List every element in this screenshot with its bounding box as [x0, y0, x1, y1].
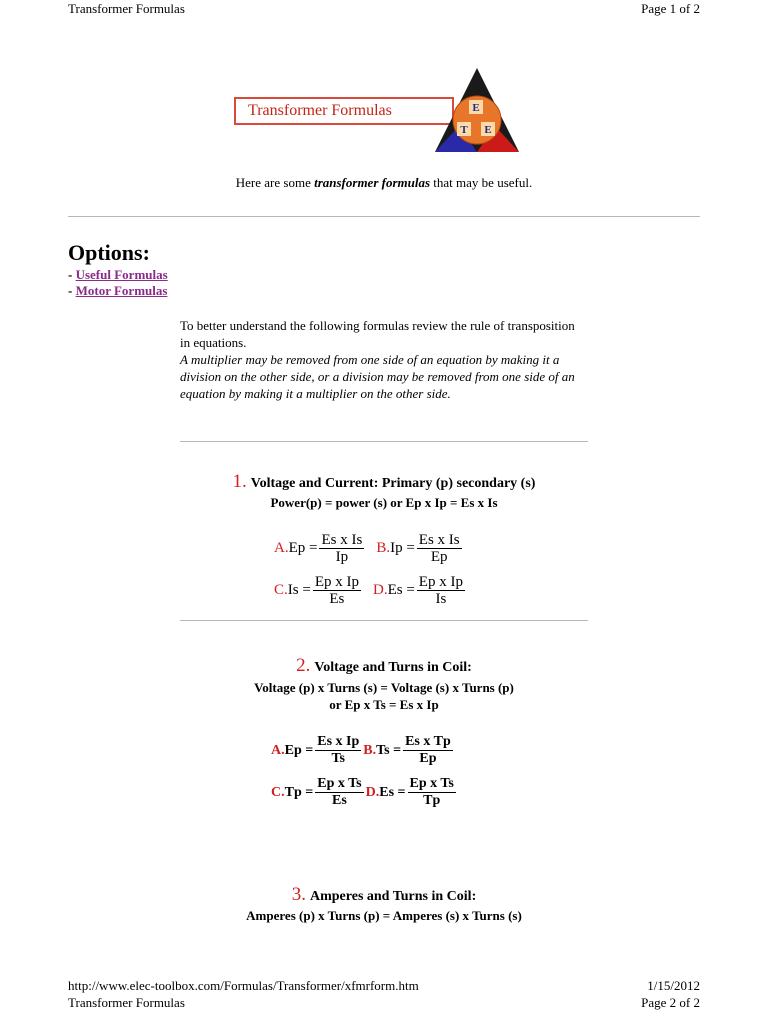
numerator: Es x Is — [418, 532, 460, 548]
numerator: Ep x Ip — [314, 574, 359, 590]
formula-lhs: Ip = — [390, 540, 415, 556]
footer-title: Transformer Formulas — [68, 995, 185, 1010]
formula-lhs: Is = — [287, 582, 311, 598]
denominator: Is — [435, 591, 447, 607]
section-2-subtitle-line2: or Ep x Ts = Es x Ip — [329, 697, 439, 712]
numerator: Ep x Ts — [409, 776, 454, 791]
page-header-title: Transformer Formulas — [68, 1, 185, 16]
formula-row — [271, 734, 455, 767]
formula-lhs: Ep = — [284, 742, 314, 758]
denominator: Es — [329, 591, 345, 607]
section-number: 1. — [232, 471, 247, 492]
formula-lhs: Ep = — [288, 540, 318, 556]
formula-lhs: Ts = — [376, 742, 402, 758]
logo-letter-e1: E — [472, 102, 480, 114]
logo-letter-t: T — [460, 124, 468, 136]
denominator: Ip — [335, 549, 349, 565]
fraction — [417, 574, 465, 607]
options-title: Options: — [68, 240, 150, 265]
footer-url: http://www.elec-toolbox.com/Formulas/Transformer/xfmrform.htm — [68, 978, 419, 993]
intro-emphasis: transformer formulas — [314, 175, 431, 190]
numerator: Es x Is — [321, 532, 363, 548]
section-2-subtitle-line1: Voltage (p) x Turns (s) = Voltage (s) x Turns (p) — [254, 680, 514, 695]
intro-after: that may be useful. — [430, 175, 533, 190]
fraction — [313, 574, 361, 607]
divider — [68, 216, 700, 217]
denominator: Ts — [331, 751, 345, 766]
denominator: Tp — [423, 793, 441, 808]
footer-date: 1/15/2012 — [647, 978, 700, 993]
option-bullet: - — [68, 267, 76, 282]
logo-text: Transformer Formulas — [248, 102, 392, 119]
section-title-text: Voltage and Turns in Coil: — [314, 660, 472, 675]
fraction — [315, 734, 361, 767]
section-2-title — [0, 655, 768, 677]
divider — [180, 441, 588, 442]
fraction — [315, 776, 363, 809]
logo-letter-e2: E — [484, 124, 492, 136]
numerator: Es x Ip — [317, 734, 360, 749]
section-number: 2. — [296, 655, 311, 676]
fraction — [403, 734, 453, 767]
fraction — [417, 532, 462, 565]
intro-text — [0, 175, 768, 191]
option-bullet: - — [68, 283, 76, 298]
logo-banner — [234, 97, 454, 125]
formula-label: A. — [274, 540, 289, 556]
section-3-subtitle: Amperes (p) x Turns (p) = Amperes (s) x Turns (s) — [246, 908, 522, 923]
numerator: Ep x Ip — [418, 574, 463, 590]
formula-label: D. — [372, 582, 388, 598]
formula-lhs: Tp = — [284, 784, 314, 800]
denominator: Ep — [419, 751, 437, 766]
section-1-subtitle: Power(p) = power (s) or Ep x Ip = Es x Is — [270, 495, 498, 510]
intro-before: Here are some — [235, 175, 315, 190]
formula-label: C. — [274, 582, 288, 598]
fraction — [408, 776, 456, 809]
formula-label: C. — [271, 784, 285, 800]
fraction — [319, 532, 364, 565]
section-title-text: Voltage and Current: Primary (p) secondary (s) — [250, 476, 536, 491]
formula-label: B. — [363, 742, 377, 758]
formula-row — [271, 776, 458, 809]
section-title-text: Amperes and Turns in Coil: — [310, 889, 477, 904]
section-number: 3. — [291, 884, 306, 905]
formula-row — [274, 532, 464, 565]
formula-lhs: Es = — [379, 784, 406, 800]
formula-row — [274, 574, 467, 607]
paragraph-plain: To better understand the following formulas review the rule of transposition in equations. — [180, 318, 575, 350]
transposition-paragraph — [180, 317, 588, 402]
option-useful-formulas — [68, 267, 168, 283]
divider — [180, 620, 588, 621]
section-1-title — [0, 471, 768, 493]
formula-label: B. — [376, 540, 391, 556]
motor-formulas-link[interactable]: Motor Formulas — [75, 283, 168, 298]
ete-triangle-logo — [425, 66, 535, 156]
page-number: Page 1 of 2 — [641, 1, 700, 16]
numerator: Ep x Ts — [317, 776, 362, 791]
denominator: Ep — [430, 549, 448, 565]
paragraph-italic: A multiplier may be removed from one side of an equation by making it a division on the other side, or a division may be removed from one side of an equation by making it a multiplier on the other side. — [180, 352, 575, 401]
formula-lhs: Es = — [387, 582, 415, 598]
section-3-title — [0, 884, 768, 906]
formula-label: D. — [365, 784, 380, 800]
footer-page-number: Page 2 of 2 — [641, 995, 700, 1010]
formula-label: A. — [271, 742, 285, 758]
useful-formulas-link[interactable]: Useful Formulas — [75, 267, 168, 282]
denominator: Es — [332, 793, 347, 808]
option-motor-formulas — [68, 283, 167, 299]
numerator: Es x Tp — [405, 734, 451, 749]
